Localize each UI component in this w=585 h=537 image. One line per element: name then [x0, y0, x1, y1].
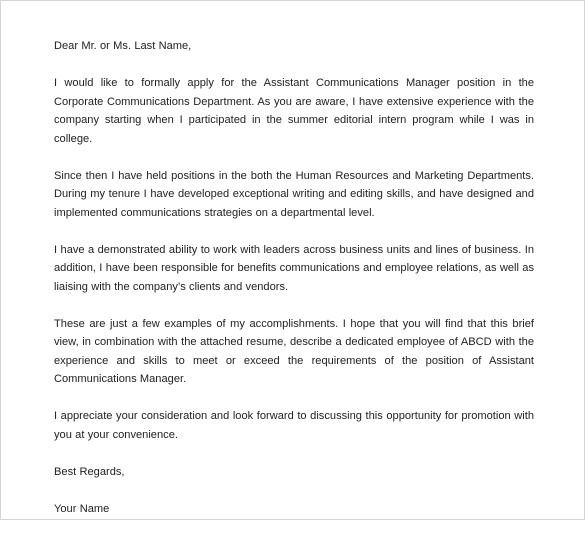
letter-body	[54, 37, 534, 537]
letter-signature: Your Name	[54, 502, 110, 515]
letter-paragraph-2: Since then I have held positions in the both the Human Resources and Marketing Departments. During my tenure I have developed exceptional writing and editing skills, and have designed and implemented communications strategies on a departmental level.	[54, 169, 534, 219]
letter-paragraph-3: I have a demonstrated ability to work with leaders across business units and lines of business. In addition, I have been responsible for benefits communications and employee relations, as well as liaising with the company’s clients and vendors.	[54, 243, 534, 293]
letter-paragraph-5: I appreciate your consideration and look forward to discussing this opportunity for promotion with you at your convenience.	[54, 410, 534, 441]
letter-closing: Best Regards,	[54, 465, 125, 478]
letter-paragraph-4: These are just a few examples of my accomplishments. I hope that you will find that this brief view, in combination with the attached resume, describe a dedicated employee of ABCD with the experience and skills to meet or exceed the requirements of the position of Assistant Communications Manager.	[54, 317, 534, 385]
letter-salutation: Dear Mr. or Ms. Last Name,	[54, 40, 192, 52]
letter-paragraph-1: I would like to formally apply for the Assistant Communications Manager position in the Corporate Communications Department. As you are aware, I have extensive experience with the company starting when I participated in the summer editorial intern program while I was in college.	[54, 77, 534, 145]
